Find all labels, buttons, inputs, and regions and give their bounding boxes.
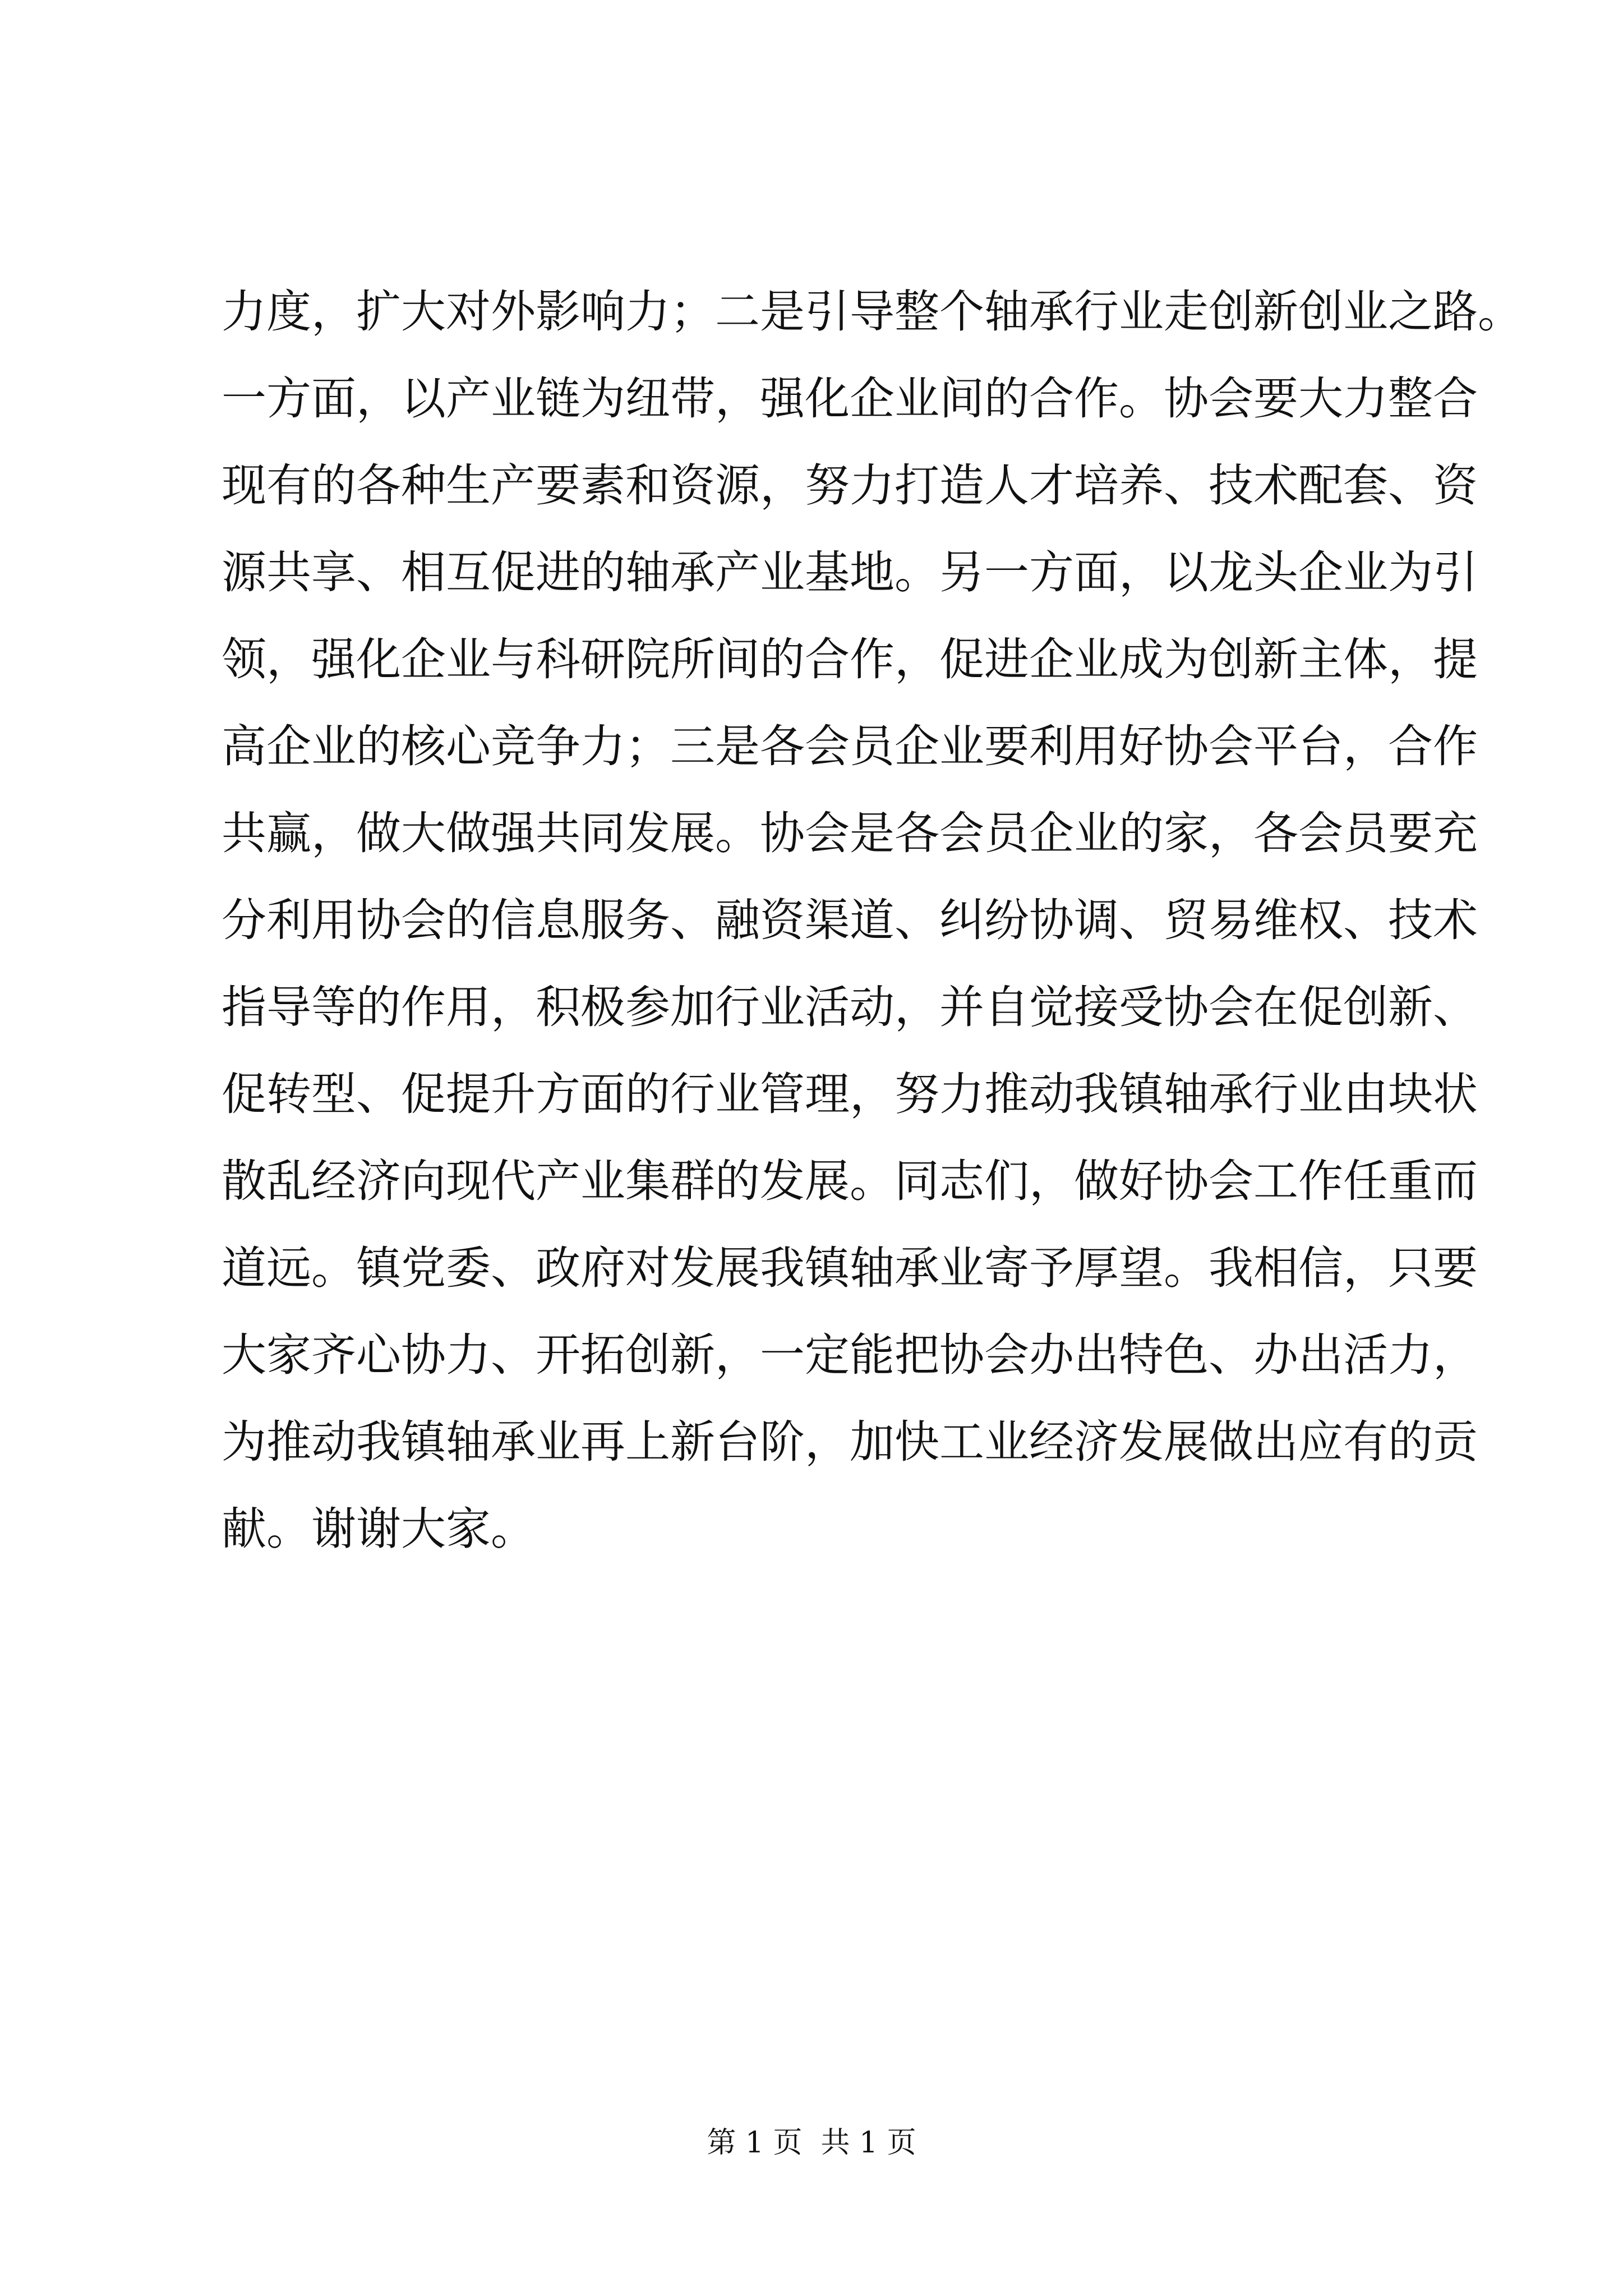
body-line: 领，强化企业与科研院所间的合作，促进企业成为创新主体，提: [222, 633, 1478, 685]
body-line: 为推动我镇轴承业再上新台阶，加快工业经济发展做出应有的贡: [222, 1416, 1478, 1468]
body-text: [222, 268, 1523, 1572]
body-line: 力度，扩大对外影响力；二是引导整个轴承行业走创新创业之路。: [222, 286, 1523, 338]
body-line: 分利用协会的信息服务、融资渠道、纠纷协调、贸易维权、技术: [222, 894, 1478, 946]
body-line-last: 献。谢谢大家。: [222, 1503, 536, 1555]
body-line: 共赢，做大做强共同发展。协会是各会员企业的家，各会员要充: [222, 807, 1478, 859]
body-line: 道远。镇党委、政府对发展我镇轴承业寄予厚望。我相信，只要: [222, 1242, 1478, 1294]
body-line: 大家齐心协力、开拓创新，一定能把协会办出特色、办出活力，: [222, 1329, 1478, 1381]
body-line: 促转型、促提升方面的行业管理，努力推动我镇轴承行业由块状: [222, 1068, 1478, 1120]
body-line: 现有的各种生产要素和资源，努力打造人才培养、技术配套、资: [222, 459, 1478, 512]
page-footer: [0, 2120, 1623, 2165]
body-line: 源共享、相互促进的轴承产业基地。另一方面，以龙头企业为引: [222, 546, 1478, 599]
body-line: 指导等的作用，积极参加行业活动，并自觉接受协会在促创新、: [222, 981, 1478, 1033]
body-line: 散乱经济向现代产业集群的发展。同志们，做好协会工作任重而: [222, 1155, 1478, 1207]
body-line: 高企业的核心竞争力；三是各会员企业要利用好协会平台，合作: [222, 720, 1478, 772]
page-number-label: 第 1 页 共 1 页: [707, 2126, 916, 2160]
body-line: 一方面，以产业链为纽带，强化企业间的合作。协会要大力整合: [222, 372, 1478, 425]
